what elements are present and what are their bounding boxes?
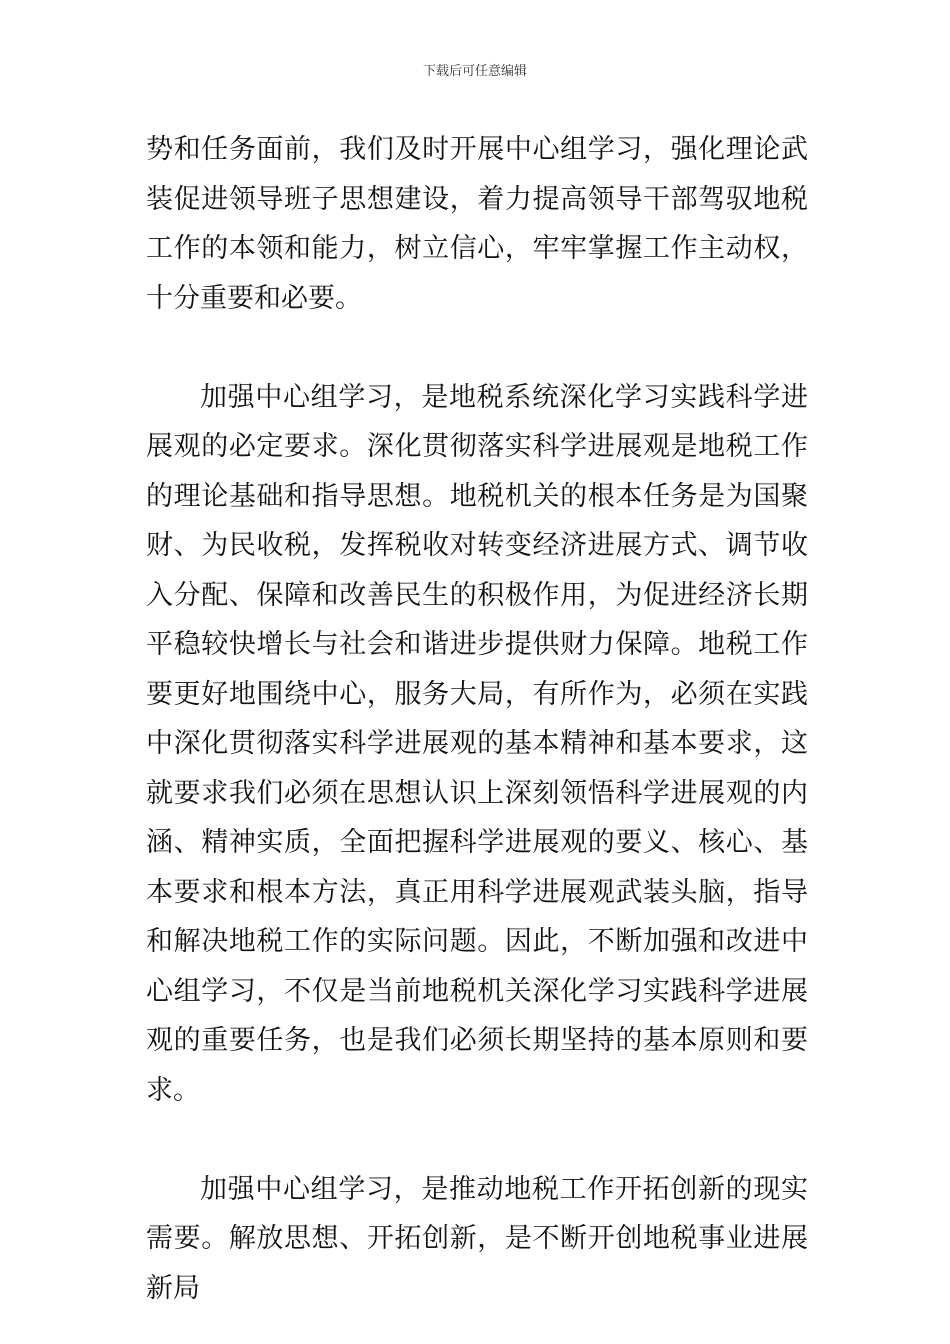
- paragraph-spacer: [146, 323, 808, 373]
- paragraph-spacer: [146, 1115, 808, 1165]
- paragraph-1: 势和任务面前，我们及时开展中心组学习，强化理论武装促进领导班子思想建设，着力提高领导干部驾驭地税工作的本领和能力，树立信心，牢牢掌握工作主动权，十分重要和必要。: [146, 134, 808, 314]
- page-header-note: 下载后可任意编辑: [422, 64, 527, 79]
- document-body: [146, 125, 808, 1313]
- paragraph-3: 加强中心组学习，是推动地税工作开拓创新的现实需要。解放思想、开拓创新，是不断开创地税事业进展新局: [146, 1173, 808, 1304]
- paragraph-2: 加强中心组学习，是地税系统深化学习实践科学进展观的必定要求。深化贯彻落实科学进展观是地税工作的理论基础和指导思想。地税机关的根本任务是为国聚财、为民收税，发挥税收对转变经济进展方式、调节收入分配、保障和改善民生的积极作用，为促进经济长期平稳较快增长与社会和谐进步提供财力保障。地税工作要更好地围绕中心，服务大局，有所作为，必须在实践中深化贯彻落实科学进展观的基本精神和基本要求，这就要求我们必须在思想认识上深刻领悟科学进展观的内涵、精神实质，全面把握科学进展观的要义、核心、基本要求和根本方法，真正用科学进展观武装头脑，指导和解决地税工作的实际问题。因此，不断加强和改进中心组学习，不仅是当前地税机关深化学习实践科学进展观的重要任务，也是我们必须长期坚持的基本原则和要求。: [146, 381, 808, 1106]
